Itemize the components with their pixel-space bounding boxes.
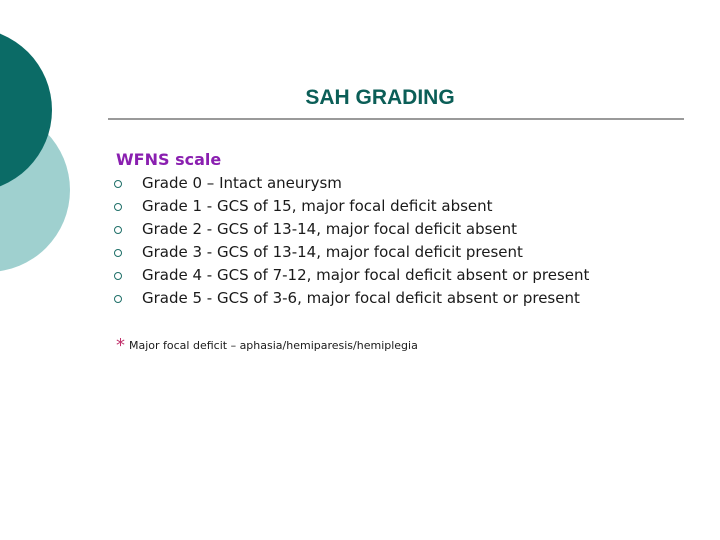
hollow-circle-bullet-icon xyxy=(114,249,122,257)
grade-item xyxy=(114,172,589,195)
footnote-marker: * xyxy=(116,335,125,356)
scale-subheading: WFNS scale xyxy=(116,150,222,169)
grade-text: Grade 0 – Intact aneurysm xyxy=(142,174,342,192)
hollow-circle-bullet-icon xyxy=(114,295,122,303)
hollow-circle-bullet-icon xyxy=(114,180,122,188)
grade-item xyxy=(114,218,589,241)
grade-item xyxy=(114,195,589,218)
decorative-circles xyxy=(0,0,80,300)
grade-text: Grade 1 - GCS of 15, major focal deficit absent xyxy=(142,197,493,215)
slide-title: SAH GRADING xyxy=(305,86,455,109)
grade-text: Grade 2 - GCS of 13-14, major focal deficit absent xyxy=(142,220,518,238)
hollow-circle-bullet-icon xyxy=(114,272,122,280)
grade-text: Grade 5 - GCS of 3-6, major focal deficit absent or present xyxy=(142,289,580,307)
grade-list xyxy=(114,172,589,310)
grade-text: Grade 4 - GCS of 7-12, major focal deficit absent or present xyxy=(142,266,590,284)
grade-item xyxy=(114,287,589,310)
title-divider xyxy=(108,118,684,120)
grade-item xyxy=(114,241,589,264)
grade-text: Grade 3 - GCS of 13-14, major focal deficit present xyxy=(142,243,523,261)
hollow-circle-bullet-icon xyxy=(114,226,122,234)
footnote xyxy=(116,334,418,358)
grade-item xyxy=(114,264,589,287)
hollow-circle-bullet-icon xyxy=(114,203,122,211)
footnote-text: Major focal deficit – aphasia/hemiparesis/hemiplegia xyxy=(129,339,418,352)
